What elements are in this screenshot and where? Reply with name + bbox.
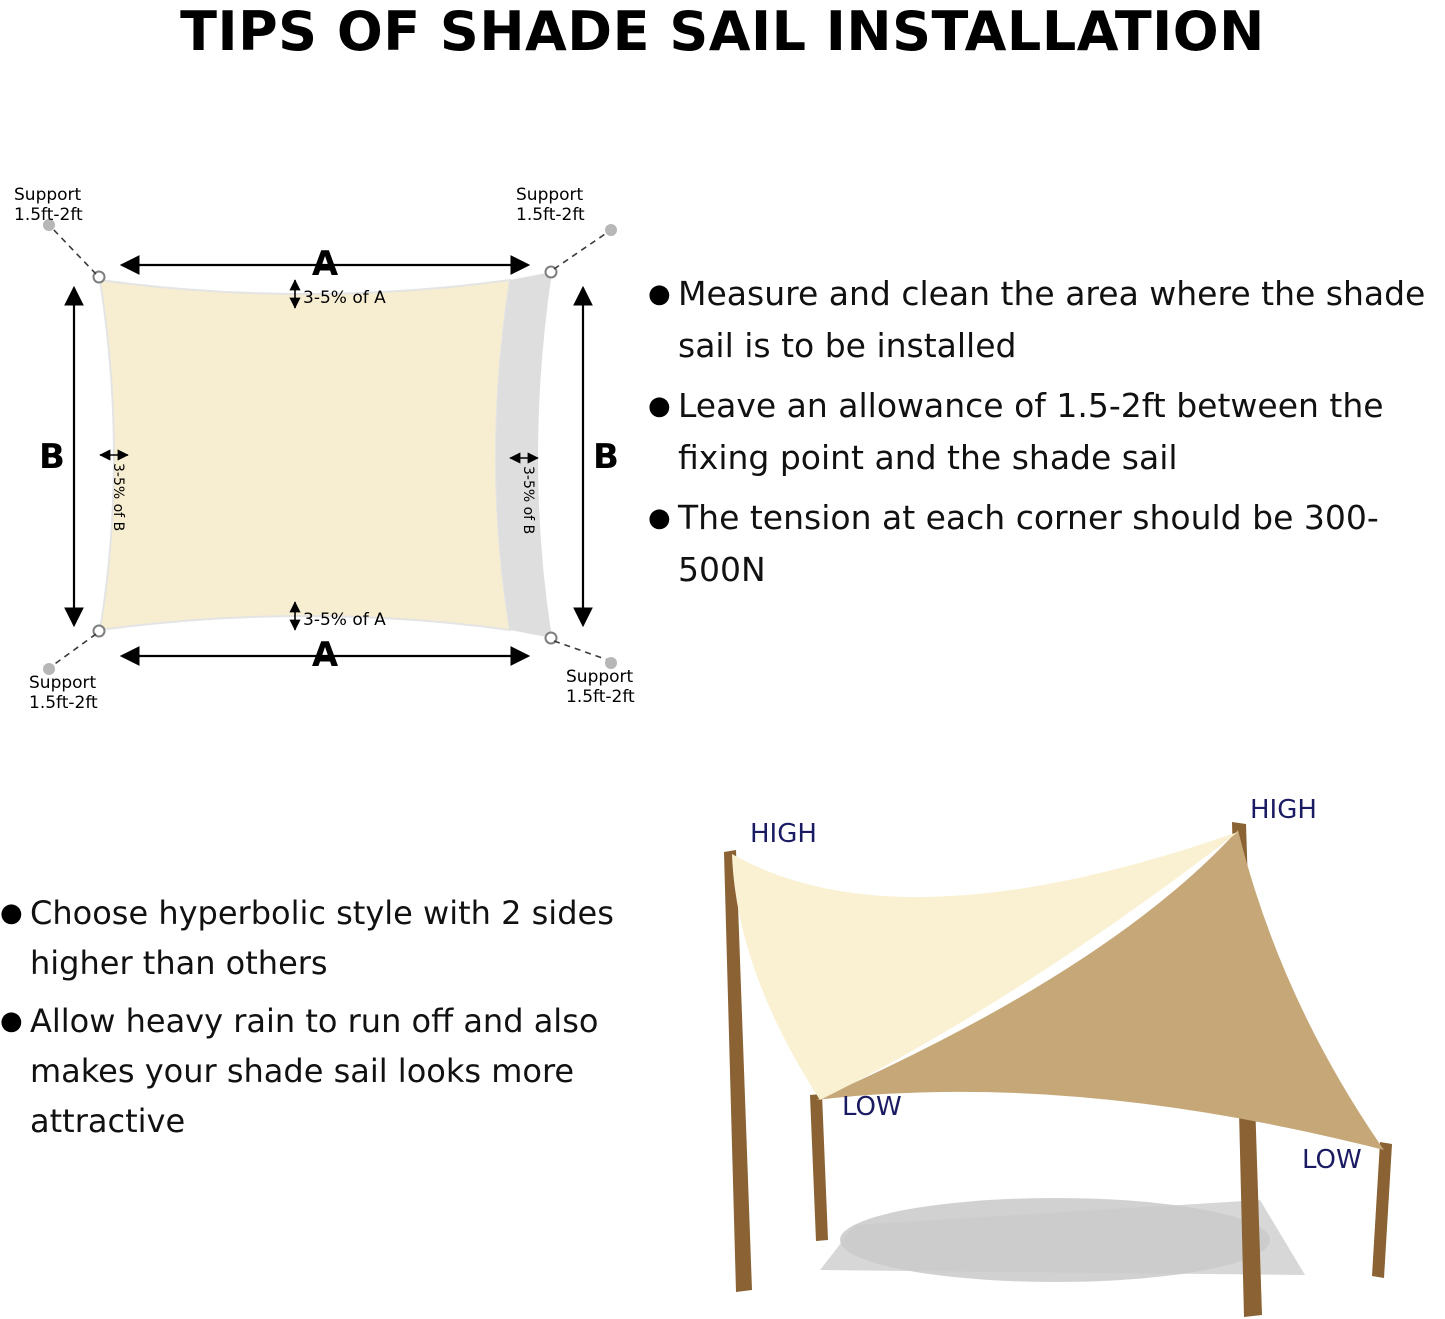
list-item — [648, 492, 1445, 596]
sail-edge-right — [496, 272, 552, 638]
bullet-dot-icon: ● — [648, 279, 671, 309]
list-item — [648, 268, 1445, 372]
support-label-text: Support — [516, 185, 584, 205]
support-label-text: Support — [566, 667, 634, 687]
label-side-a-top: A — [311, 244, 339, 284]
post-low-left — [810, 1094, 828, 1241]
support-label-value: 1.5ft-2ft — [14, 205, 83, 225]
support-label-top-left — [14, 185, 83, 225]
label-curve-bottom: 3-5% of A — [303, 610, 386, 630]
label-low-left: LOW — [842, 1092, 902, 1122]
list-item — [648, 380, 1445, 484]
label-curve-top: 3-5% of A — [303, 288, 386, 308]
list-item — [0, 996, 640, 1146]
rectangle-sail-diagram — [0, 160, 660, 720]
label-high-left: HIGH — [750, 819, 817, 849]
label-curve-right: 3-5% of B — [520, 466, 536, 535]
list-item-label: Allow heavy rain to run off and also makes your shade sail looks more attractive — [30, 1002, 599, 1140]
support-label-value: 1.5ft-2ft — [29, 693, 98, 713]
label-side-a-bottom: A — [311, 635, 339, 675]
bullet-dot-icon: ● — [648, 503, 671, 533]
support-label-text: Support — [14, 185, 82, 205]
bullet-dot-icon: ● — [648, 391, 671, 421]
post-low-right — [1372, 1142, 1392, 1278]
support-line-tr — [554, 232, 608, 269]
support-label-value: 1.5ft-2ft — [566, 687, 635, 707]
page-title: TIPS OF SHADE SAIL INSTALLATION — [180, 0, 1265, 63]
support-line-bl — [52, 634, 96, 666]
label-curve-left: 3-5% of B — [110, 463, 126, 532]
list-item-label: Measure and clean the area where the shade sail is to be installed — [678, 274, 1426, 365]
bullet-dot-icon: ● — [0, 898, 23, 928]
hyperbolic-sail-illustration — [640, 770, 1445, 1319]
label-side-b-right: B — [593, 437, 619, 477]
support-dot-tr — [605, 224, 617, 236]
label-side-b-left: B — [39, 437, 65, 477]
list-item-label: Leave an allowance of 1.5-2ft between the fixing point and the shade sail — [678, 386, 1384, 477]
sail-shape — [100, 280, 510, 630]
support-line-br — [554, 641, 608, 660]
label-low-right: LOW — [1302, 1145, 1362, 1175]
list-item-label: Choose hyperbolic style with 2 sides higher than others — [30, 894, 614, 982]
tips-list-top — [648, 268, 1445, 604]
label-high-right: HIGH — [1250, 795, 1317, 825]
list-item-label: The tension at each corner should be 300-500N — [678, 498, 1379, 589]
support-label-text: Support — [29, 673, 97, 693]
bullet-dot-icon: ● — [0, 1006, 23, 1036]
support-label-bottom-left — [29, 673, 98, 713]
support-line-tl — [52, 228, 96, 274]
support-label-value: 1.5ft-2ft — [516, 205, 585, 225]
list-item — [0, 888, 640, 988]
tips-list-bottom — [0, 888, 640, 1154]
support-label-top-right — [516, 185, 585, 225]
support-label-bottom-right — [566, 667, 635, 707]
